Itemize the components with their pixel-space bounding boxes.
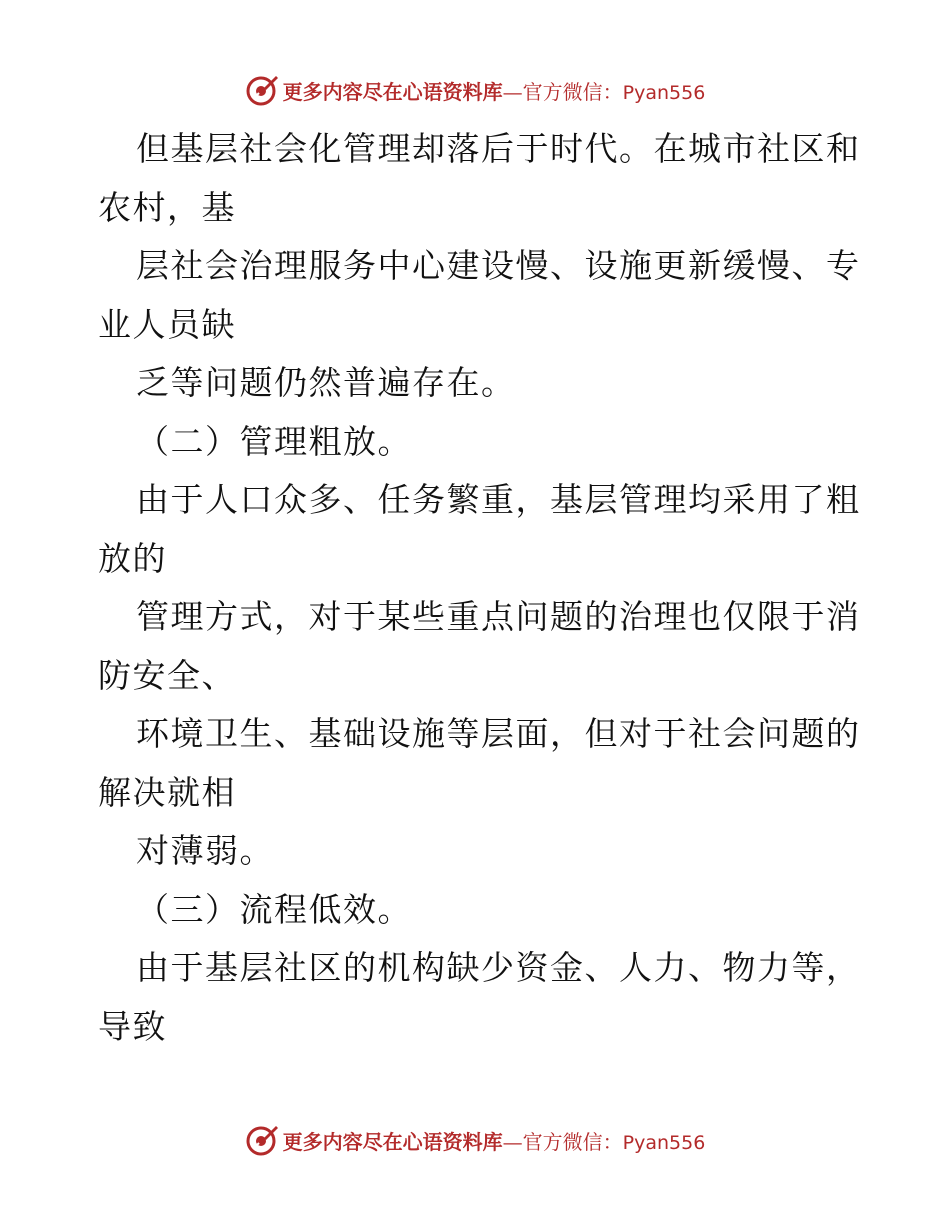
section-heading: （三）流程低效。 (136, 889, 412, 929)
text-line: 农村，基 (98, 187, 236, 227)
document-body (98, 120, 861, 1056)
banner-wechat-label: 官方微信： (522, 79, 623, 104)
text-line: 环境卫生、基础设施等层面，但对于社会问题的 (136, 714, 861, 753)
text-line: 导致 (98, 1006, 167, 1046)
text-line: 但基层社会化管理却落后于时代。在城市社区和 (136, 129, 861, 168)
banner-dash: — (502, 1129, 523, 1154)
banner-handle: Pyan556 (622, 1131, 706, 1154)
text-line: 层社会治理服务中心建设慢、设施更新缓慢、专 (136, 246, 861, 285)
banner-site-text: 更多内容尽在心语资料库 (282, 1129, 503, 1154)
text-line: 解决就相 (98, 772, 236, 812)
banner-dash: — (502, 79, 523, 104)
pen-nib-logo-icon (245, 1123, 279, 1157)
banner-handle: Pyan556 (622, 81, 706, 104)
banner-text (283, 1126, 706, 1155)
pen-nib-logo-icon (245, 73, 279, 107)
text-line: 放的 (98, 538, 167, 578)
text-line: 防安全、 (98, 655, 236, 695)
text-line: 由于基层社区的机构缺少资金、人力、物力等， (136, 948, 861, 987)
footer-banner (0, 1120, 950, 1160)
header-banner (0, 70, 950, 110)
banner-wechat-label: 官方微信： (522, 1129, 623, 1154)
section-heading: （二）管理粗放。 (136, 421, 412, 461)
banner-site-text: 更多内容尽在心语资料库 (282, 79, 503, 104)
text-line: 由于人口众多、任务繁重，基层管理均采用了粗 (136, 480, 861, 519)
text-line: 对薄弱。 (136, 831, 274, 870)
text-line: 乏等问题仍然普遍存在。 (136, 363, 516, 402)
text-line: 管理方式，对于某些重点问题的治理也仅限于消 (136, 597, 861, 636)
text-line: 业人员缺 (98, 304, 236, 344)
banner-text (283, 76, 706, 105)
